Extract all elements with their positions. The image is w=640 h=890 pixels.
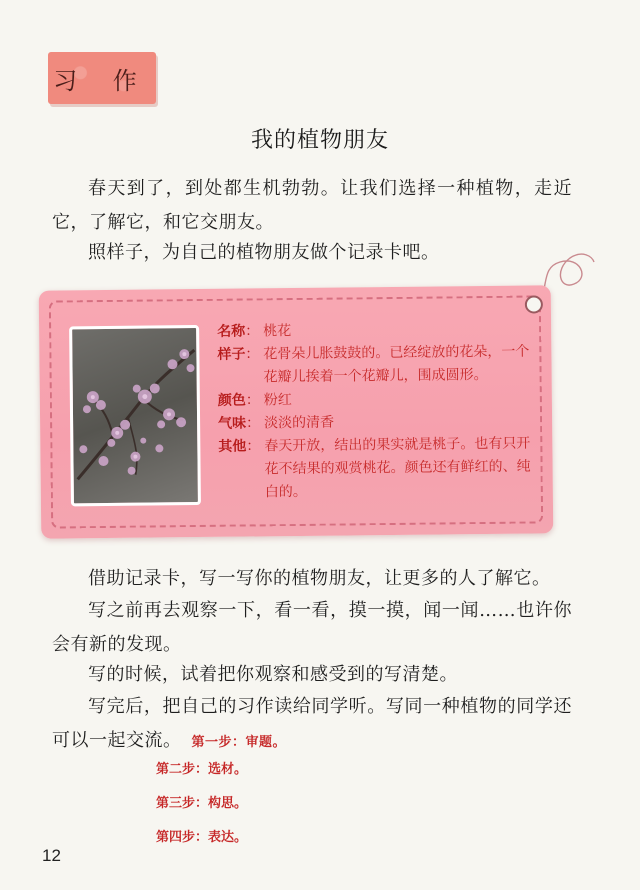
body-paragraph-1: 借助记录卡，写一写你的植物朋友，让更多的人了解它。 [88, 568, 551, 589]
field-value: 花骨朵儿胀鼓鼓的。已经绽放的花朵，一个花瓣儿挨着一个花瓣儿，围成圆形。 [263, 343, 530, 386]
section-tag [48, 52, 156, 104]
field-value: 淡淡的清香 [264, 414, 335, 432]
body-paragraph-3: 写的时候，试着把你观察和感受到的写清楚。 [88, 664, 458, 685]
intro-paragraph-2: 照样子，为自己的植物朋友做个记录卡吧。 [88, 242, 440, 263]
field-other: 其他 ： 春天开放，结出的果实就是桃子。也有只开花不结果的观赏桃花。颜色还有鲜红的、纯白的。 [218, 432, 537, 504]
field-label: 其他 [218, 438, 247, 455]
field-color: 颜色 ： 粉红 [218, 386, 536, 412]
field-value: 粉红 [263, 392, 292, 409]
page-title: 我的植物朋友 [250, 128, 389, 153]
plant-record-card [39, 285, 554, 538]
field-label: 颜色 [217, 392, 246, 409]
field-label: 名称 [217, 323, 246, 340]
step-1: 第一步：审题。 [191, 735, 287, 750]
section-tag-label: 习 作 [53, 66, 151, 95]
step-4: 第四步：表达。 [156, 830, 248, 845]
field-label: 样子 [217, 346, 246, 363]
field-value: 春天开放，结出的果实就是桃子。也有只开花不结果的观赏桃花。颜色还有鲜红的、纯白的。 [264, 435, 531, 501]
blossom-branch-icon [72, 328, 198, 503]
body-paragraph-4 [52, 690, 572, 760]
field-name: 名称 ： 桃花 [217, 317, 535, 343]
body-paragraph-4-text: 写完后，把自己的习作读给同学听。写同一种植物的同学还可以一起交流。 [52, 696, 572, 751]
field-value: 桃花 [263, 323, 292, 340]
peach-blossom-photo [69, 325, 201, 506]
card-hole-icon [525, 295, 543, 313]
page-number: 12 [42, 846, 61, 865]
field-label: 气味 [218, 415, 247, 432]
field-appearance: 样子 ： 花骨朵儿胀鼓鼓的。已经绽放的花朵，一个花瓣儿挨着一个花瓣儿，围成圆形。 [217, 340, 535, 389]
body-paragraph-2: 写之前再去观察一下，看一看，摸一摸，闻一闻……也许你会有新的发现。 [52, 600, 572, 655]
intro-paragraph-1: 春天到了，到处都生机勃勃。让我们选择一种植物，走近它，了解它，和它交朋友。 [52, 178, 572, 233]
step-2: 第二步：选材。 [156, 762, 248, 777]
field-smell: 气味 ： 淡淡的清香 [218, 409, 536, 435]
record-fields [217, 317, 537, 504]
step-3: 第三步：构思。 [156, 796, 248, 811]
